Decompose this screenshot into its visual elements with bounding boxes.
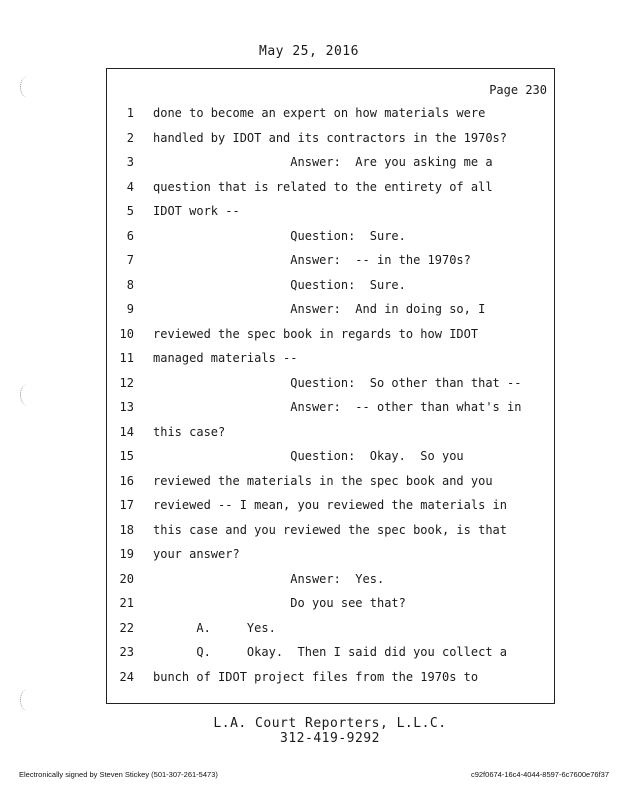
- transcript-date: May 25, 2016: [259, 44, 359, 59]
- transcript-line: [106, 371, 555, 395]
- line-text: question that is related to the entirety of all: [153, 179, 493, 194]
- line-text: Do you see that?: [153, 596, 406, 610]
- line-text: reviewed the spec book in regards to how IDOT: [153, 326, 479, 341]
- line-number: 5: [126, 204, 134, 218]
- line-number: 24: [119, 669, 134, 684]
- line-text: Answer: Yes.: [153, 571, 385, 586]
- line-text: Answer: And in doing so, I: [153, 302, 486, 316]
- page-number: Page 230: [489, 83, 547, 97]
- line-text: Question: Sure.: [153, 277, 406, 292]
- transcript-line: [106, 297, 555, 321]
- line-number: 6: [126, 228, 134, 243]
- line-number: 15: [119, 449, 134, 463]
- transcript-line: [106, 150, 555, 174]
- line-number: 20: [119, 571, 134, 586]
- line-number: 17: [119, 498, 134, 512]
- transcript-line: [106, 591, 555, 615]
- transcript-line: [106, 322, 555, 346]
- line-number: 21: [119, 596, 134, 610]
- line-text: Answer: Are you asking me a: [153, 155, 493, 169]
- line-number: 19: [119, 547, 134, 561]
- transcript-line: [106, 616, 555, 640]
- line-text: reviewed the materials in the spec book and you: [153, 473, 493, 488]
- line-number: 22: [119, 620, 134, 635]
- line-text: done to become an expert on how materials were: [153, 106, 486, 120]
- line-number: 18: [119, 522, 134, 537]
- transcript-line: [106, 444, 555, 468]
- line-text: Question: So other than that --: [153, 375, 522, 390]
- electronic-signature-note: Electronically signed by Steven Stickey (501-307-261-5473): [19, 770, 218, 779]
- transcript-line: [106, 346, 555, 370]
- punch-hole-top: [20, 76, 35, 98]
- transcript-line: [106, 542, 555, 566]
- punch-hole-bottom: [20, 689, 35, 711]
- line-number: 7: [126, 253, 134, 267]
- court-reporter-name: L.A. Court Reporters, L.L.C.: [213, 716, 447, 731]
- line-text: Question: Okay. So you: [153, 449, 464, 463]
- line-number: 10: [119, 326, 134, 341]
- line-text: bunch of IDOT project files from the 1970s to: [153, 669, 479, 684]
- document-id: c92f0674-16c4-4044-8597-6c7600e76f37: [470, 770, 609, 779]
- line-number: 2: [126, 130, 134, 145]
- transcript-line: [106, 199, 555, 223]
- line-text: handled by IDOT and its contractors in the 1970s?: [153, 130, 508, 145]
- transcript-line: [106, 126, 555, 150]
- transcript-line: [106, 469, 555, 493]
- court-reporter-phone: 312-419-9292: [280, 731, 380, 746]
- line-number: 16: [119, 473, 134, 488]
- transcript-line: [106, 248, 555, 272]
- line-number: 4: [126, 179, 134, 194]
- line-number: 3: [126, 155, 134, 169]
- line-text: this case and you reviewed the spec book, is that: [153, 522, 508, 537]
- line-text: Question: Sure.: [153, 228, 406, 243]
- line-number: 13: [119, 400, 134, 414]
- line-number: 8: [126, 277, 134, 292]
- transcript-line: [106, 395, 555, 419]
- transcript-line: [106, 420, 555, 444]
- transcript-line: [106, 567, 555, 591]
- transcript-line: [106, 518, 555, 542]
- transcript-line: [106, 640, 555, 664]
- line-number: 1: [126, 106, 134, 120]
- transcript-line: [106, 493, 555, 517]
- line-text: Answer: -- other than what's in: [153, 400, 522, 414]
- line-text: your answer?: [153, 547, 240, 561]
- line-text: reviewed -- I mean, you reviewed the materials in: [153, 498, 508, 512]
- transcript-line: [106, 224, 555, 248]
- line-text: this case?: [153, 424, 226, 439]
- transcript-line: [106, 273, 555, 297]
- transcript-line: [106, 175, 555, 199]
- punch-hole-middle: [20, 384, 35, 406]
- line-text: A. Yes.: [153, 620, 276, 635]
- line-number: 23: [119, 645, 134, 659]
- line-number: 11: [119, 351, 134, 365]
- line-number: 14: [119, 424, 134, 439]
- line-text: Answer: -- in the 1970s?: [153, 253, 471, 267]
- transcript-line: [106, 665, 555, 689]
- line-text: managed materials --: [153, 351, 298, 365]
- transcript-line: [106, 101, 555, 125]
- line-number: 9: [126, 302, 134, 316]
- line-number: 12: [119, 375, 134, 390]
- line-text: Q. Okay. Then I said did you collect a: [153, 645, 508, 659]
- line-text: IDOT work --: [153, 204, 240, 218]
